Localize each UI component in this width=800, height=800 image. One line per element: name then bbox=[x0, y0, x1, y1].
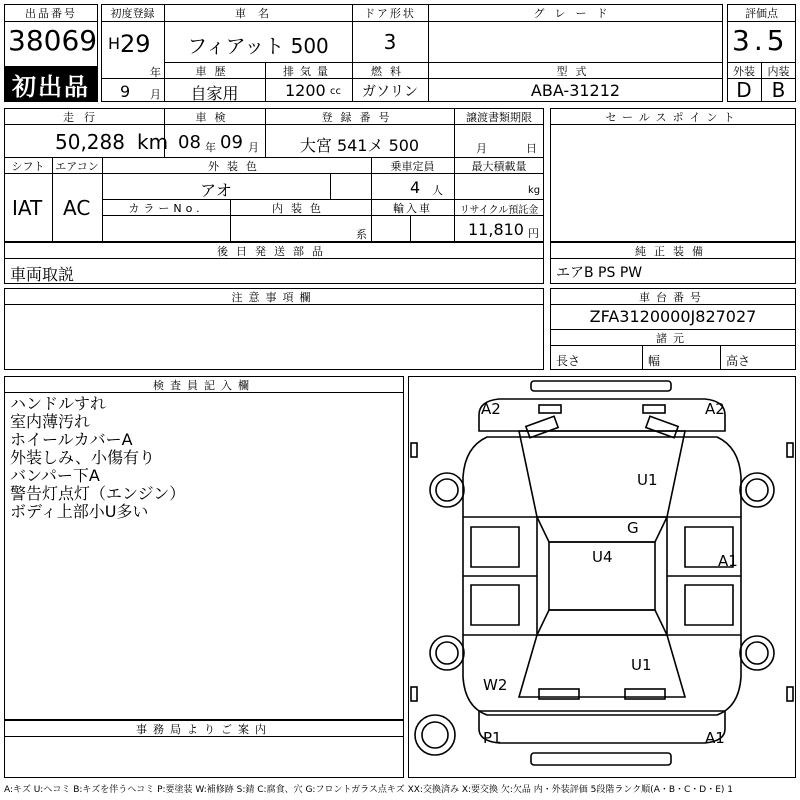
capacity: 4 bbox=[410, 178, 421, 197]
mark-u4: U4 bbox=[592, 548, 613, 566]
exterior-grade: D bbox=[736, 78, 752, 102]
office-label: 事務局よりご案内 bbox=[136, 723, 272, 736]
mark-a1-rear: A1 bbox=[705, 729, 725, 747]
lot-number: 38069 bbox=[8, 24, 98, 57]
mark-a2-right: A2 bbox=[705, 400, 725, 418]
mileage: 50,288 bbox=[55, 130, 125, 154]
sales-point-label: セールスポイント bbox=[605, 111, 741, 124]
caution-label: 注意事項欄 bbox=[231, 291, 317, 304]
color-no-label: カラーNo. bbox=[128, 202, 204, 215]
era: H bbox=[108, 34, 121, 53]
transfer-label: 譲渡書類期限 bbox=[466, 111, 532, 124]
inspector-line: 警告灯点灯（エンジン） bbox=[10, 484, 186, 503]
genuine-value: エアB PS PW bbox=[556, 265, 643, 281]
doors: 3 bbox=[383, 30, 397, 54]
car-name-label: 車名 bbox=[235, 7, 281, 20]
width-label: 幅 bbox=[648, 354, 661, 368]
mark-a2-left: A2 bbox=[481, 400, 501, 418]
chassis-number: ZFA3120000J827027 bbox=[589, 307, 757, 326]
interior-label: 内装 bbox=[767, 65, 790, 78]
model: ABA-31212 bbox=[530, 81, 621, 100]
mark-p1: P1 bbox=[483, 729, 502, 747]
score: 3.5 bbox=[732, 24, 789, 57]
door-label: ドア形状 bbox=[364, 7, 416, 20]
inspector-line: ボディ上部小U多い bbox=[10, 502, 149, 521]
fuel: ガソリン bbox=[362, 84, 418, 100]
parts-value: 車両取説 bbox=[10, 265, 75, 284]
displacement: 1200 bbox=[285, 81, 326, 100]
model-label: 型式 bbox=[556, 65, 595, 78]
fuel-label: 燃料 bbox=[371, 65, 409, 78]
load-label: 最大積載量 bbox=[471, 160, 527, 173]
capacity-unit: 人 bbox=[432, 184, 443, 197]
genuine-label: 純正装備 bbox=[635, 245, 711, 258]
lot-label: 出品番号 bbox=[25, 7, 77, 20]
history: 自家用 bbox=[190, 84, 239, 103]
ac: AC bbox=[63, 196, 91, 220]
legend: A:キズ U:ヘコミ B:キズを伴うヘコミ P:要塗装 W:補修跡 S:錆 C:腐食、穴 G:フロントガラス点キズ XX:交換済み X:要交換 欠:欠品 内・外装評価 5段階ランク順(A・B・C・D・E) 1 bbox=[4, 785, 734, 795]
inspection-month: 09 bbox=[220, 132, 243, 153]
mark-u1-bottom: U1 bbox=[631, 656, 652, 674]
score-label: 評価点 bbox=[745, 7, 778, 20]
plate: 大宮 541メ 500 bbox=[299, 136, 420, 155]
sales-point-block bbox=[550, 108, 796, 242]
dims-label: 諸元 bbox=[656, 332, 690, 345]
recycle: 11,810 bbox=[468, 220, 524, 239]
interior-grade: B bbox=[771, 78, 786, 102]
capacity-label: 乗車定員 bbox=[390, 160, 435, 173]
first-listing-text: 初出品 bbox=[12, 73, 90, 101]
inspector-line: 室内薄汚れ bbox=[10, 412, 91, 431]
inspection-label: 車検 bbox=[195, 111, 234, 124]
mark-a1-side: A1 bbox=[718, 552, 738, 570]
displacement-unit: cc bbox=[330, 86, 341, 97]
inspector-line: ホイールカバーA bbox=[10, 430, 133, 449]
car-diagram bbox=[408, 376, 796, 778]
parts-label: 後日発送部品 bbox=[217, 245, 331, 258]
first-reg-month: 9 bbox=[120, 82, 131, 101]
plate-label: 登録番号 bbox=[321, 111, 398, 124]
inspection-year: 08 bbox=[178, 132, 201, 153]
inspector-notes bbox=[10, 395, 185, 521]
displacement-label: 排気量 bbox=[283, 65, 334, 78]
inspector-line: バンパー下A bbox=[10, 466, 100, 485]
car-diagram-drawing bbox=[409, 377, 795, 777]
length-label: 長さ bbox=[556, 354, 581, 368]
height-label: 高さ bbox=[726, 354, 751, 368]
inspector-line: 外装しみ、小傷有り bbox=[10, 448, 155, 467]
grade-label: グレード bbox=[533, 7, 618, 20]
mark-u1-top: U1 bbox=[637, 471, 658, 489]
inspection-month-unit: 月 bbox=[248, 141, 259, 154]
history-label: 車歴 bbox=[195, 65, 234, 78]
mark-g: G bbox=[627, 519, 639, 537]
mileage-unit: km bbox=[137, 130, 169, 154]
chassis-label: 車台番号 bbox=[639, 291, 707, 304]
month-unit: 月 bbox=[150, 88, 161, 101]
color: アオ bbox=[200, 181, 232, 200]
recycle-unit: 円 bbox=[528, 227, 539, 240]
transfer-day-unit: 日 bbox=[526, 142, 537, 155]
import-label: 輸入車 bbox=[393, 202, 432, 215]
transfer-month-unit: 月 bbox=[476, 142, 487, 155]
year-unit: 年 bbox=[150, 66, 161, 79]
spec-block bbox=[4, 108, 544, 242]
shift: IAT bbox=[12, 196, 43, 220]
inspector-label: 検査員記入欄 bbox=[153, 379, 255, 392]
exterior-label: 外装 bbox=[733, 65, 755, 78]
first-reg-year: 29 bbox=[120, 30, 151, 58]
interior-color-label: 内装色 bbox=[272, 202, 329, 215]
mark-w2: W2 bbox=[483, 676, 508, 694]
recycle-label: リサイクル預託金 bbox=[459, 205, 539, 216]
ac-label: エアコン bbox=[55, 160, 99, 173]
first-reg-label: 初度登録 bbox=[110, 7, 155, 20]
color-label: 外装色 bbox=[208, 160, 265, 173]
mileage-label: 走行 bbox=[63, 111, 105, 124]
inspection-year-unit: 年 bbox=[205, 141, 216, 154]
load-unit: kg bbox=[528, 185, 541, 196]
interior-color-unit: 系 bbox=[356, 228, 367, 241]
inspector-line: ハンドルすれ bbox=[10, 394, 107, 413]
shift-label: シフト bbox=[11, 160, 45, 173]
car-name: フィアット 500 bbox=[187, 34, 329, 58]
